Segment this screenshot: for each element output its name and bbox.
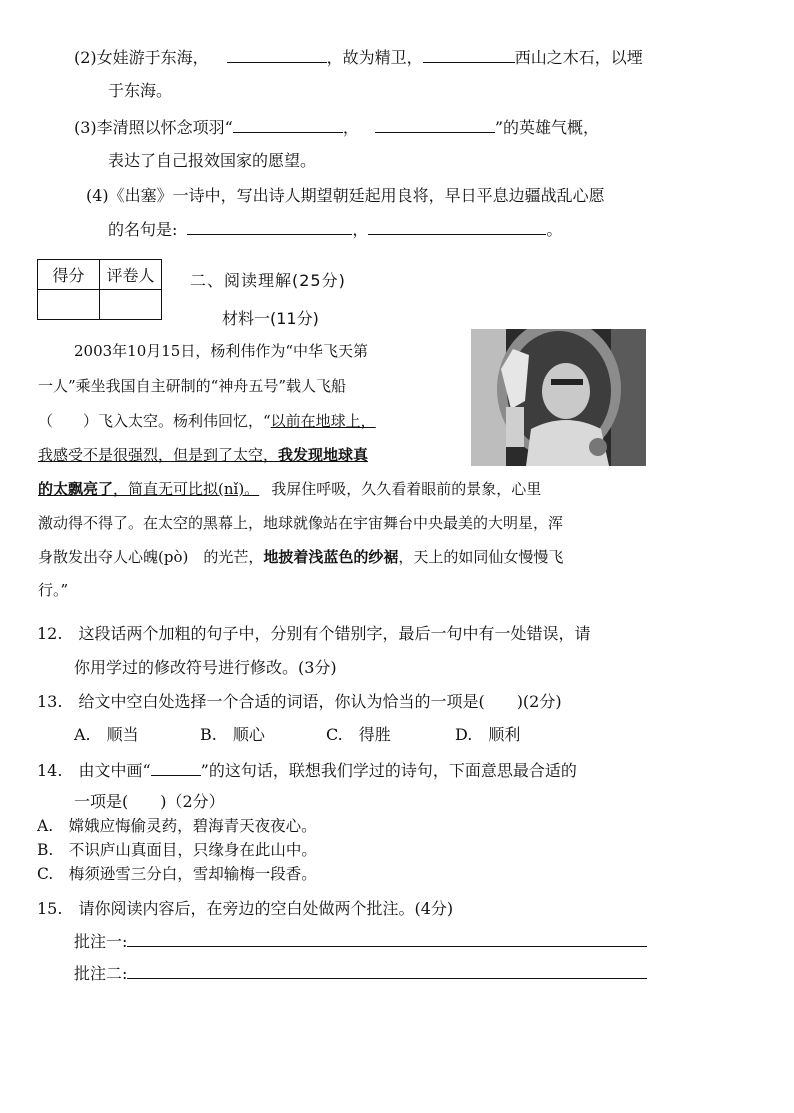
passage-line-3-text: （ ）飞入太空。杨利伟回忆，“ — [38, 412, 271, 430]
score-header: 得分 — [38, 260, 100, 290]
q14-option-a[interactable]: A. 嫦娥应悔偷灵药，碧海青天夜夜心。 — [37, 817, 317, 835]
passage-line-6: 激动得不得了。在太空的黑幕上，地球就像站在宇宙舞台中央最美的大明星，浑 — [38, 514, 564, 532]
passage-line-7-end: ，天上的如同仙女慢慢飞 — [398, 548, 564, 566]
q4-blank-1[interactable] — [187, 220, 352, 235]
question-2-line-1 — [74, 45, 643, 68]
passage-line-1: 2003年10月15日，杨利伟作为“中华飞天第 — [74, 342, 369, 360]
passage-underlined-1: 以前在地球上， — [270, 412, 376, 430]
q3-text-3: ”的英雄气概， — [494, 118, 600, 137]
passage-line-3 — [38, 410, 376, 431]
q2-text-2: ，故为精卫， — [326, 48, 423, 67]
passage-bold-1: 我发现地球真 — [278, 446, 369, 464]
q3-blank-1[interactable] — [233, 118, 343, 133]
question-4-line-2 — [108, 217, 562, 240]
passage-line-8: 行。” — [38, 581, 69, 599]
q13-option-a[interactable]: A. 顺当 — [74, 725, 139, 744]
q3-text-line-2: 表达了自己报效国家的愿望。 — [108, 151, 317, 170]
q2-text-3: 西山之木石，以堙 — [514, 48, 643, 67]
q2-blank-1[interactable] — [227, 48, 327, 63]
passage-underlined-3: ，简直无可比拟(nǐ)。 — [113, 480, 260, 498]
q4-comma: ， — [352, 220, 369, 239]
q4-text-line-1: (4)《出塞》一诗中，写出诗人期望朝廷起用良将，早日平息边疆战乱心愿 — [86, 186, 605, 205]
q13-option-c[interactable]: C. 得胜 — [326, 725, 391, 744]
q3-text-1: (3)李清照以怀念项羽“ — [74, 118, 233, 137]
q14-option-b[interactable]: B. 不识庐山真面目，只缘身在此山中。 — [37, 841, 317, 859]
material-title: 材料一(11分) — [222, 309, 319, 328]
note-2-label: 批注二: — [74, 964, 128, 983]
q4-blank-2[interactable] — [368, 220, 546, 235]
q3-blank-2[interactable] — [375, 118, 495, 133]
passage-line-5 — [38, 478, 541, 499]
q2-text-1: (2)女娃游于东海， — [74, 48, 209, 67]
q12-line-1: 12. 这段话两个加粗的句子中，分别有个错别字，最后一句中有一处错误，请 — [37, 624, 591, 643]
q14-text-2: ”的这句话，联想我们学过的诗句，下面意思最合适的 — [200, 761, 577, 780]
astronaut-photo — [471, 329, 646, 466]
q14-line-1 — [37, 758, 577, 781]
q2-text-line-2: 于东海。 — [108, 81, 173, 100]
q13-option-b[interactable]: B. 顺心 — [200, 725, 265, 744]
q12-line-2: 你用学过的修改符号进行修改。(3分) — [74, 658, 337, 677]
note-2-field[interactable] — [127, 964, 647, 979]
q4-end: 。 — [546, 220, 563, 239]
passage-bold-2: 的太飘亮了 — [38, 480, 114, 498]
q14-blank[interactable] — [151, 761, 201, 776]
note-2-row — [74, 961, 647, 984]
note-1-row — [74, 929, 647, 952]
passage-bold-3: 地披着浅蓝色的纱裾 — [263, 548, 399, 566]
question-3-line-1 — [74, 115, 599, 138]
q13-line-1: 13. 给文中空白处选择一个合适的词语，你认为恰当的一项是( )(2分) — [37, 692, 562, 711]
passage-underlined-2: 我感受不是很强烈，但是到了太空， — [38, 446, 279, 464]
score-cell[interactable] — [38, 290, 100, 320]
astronaut-illustration — [471, 329, 646, 466]
grader-header: 评卷人 — [100, 260, 162, 290]
q13-option-d[interactable]: D. 顺利 — [455, 725, 521, 744]
q2-blank-2[interactable] — [423, 48, 515, 63]
q14-text-1: 14. 由文中画“ — [37, 761, 151, 780]
q14-option-c[interactable]: C. 梅须逊雪三分白，雪却输梅一段香。 — [37, 865, 317, 883]
passage-line-4 — [38, 444, 368, 465]
q3-text-2: ， — [342, 118, 359, 137]
grader-cell[interactable] — [100, 290, 162, 320]
passage-line-5-text: 我屏住呼吸，久久看着眼前的景象，心里 — [271, 480, 542, 498]
q4-text-2: 的名句是: — [108, 220, 178, 239]
passage-line-2: 一人”乘坐我国自主研制的“神舟五号”载人飞船 — [38, 377, 347, 395]
q15-line-1: 15. 请你阅读内容后，在旁边的空白处做两个批注。(4分) — [37, 899, 454, 918]
q14-line-2: 一项是( )（2分） — [74, 792, 225, 811]
note-1-label: 批注一: — [74, 932, 128, 951]
passage-line-7-text: 身散发出夺人心魄(pò) 的光芒， — [38, 548, 264, 566]
note-1-field[interactable] — [127, 932, 647, 947]
section-title: 二、阅读理解(25分) — [190, 271, 346, 290]
score-table — [37, 259, 162, 320]
passage-line-7 — [38, 546, 563, 567]
